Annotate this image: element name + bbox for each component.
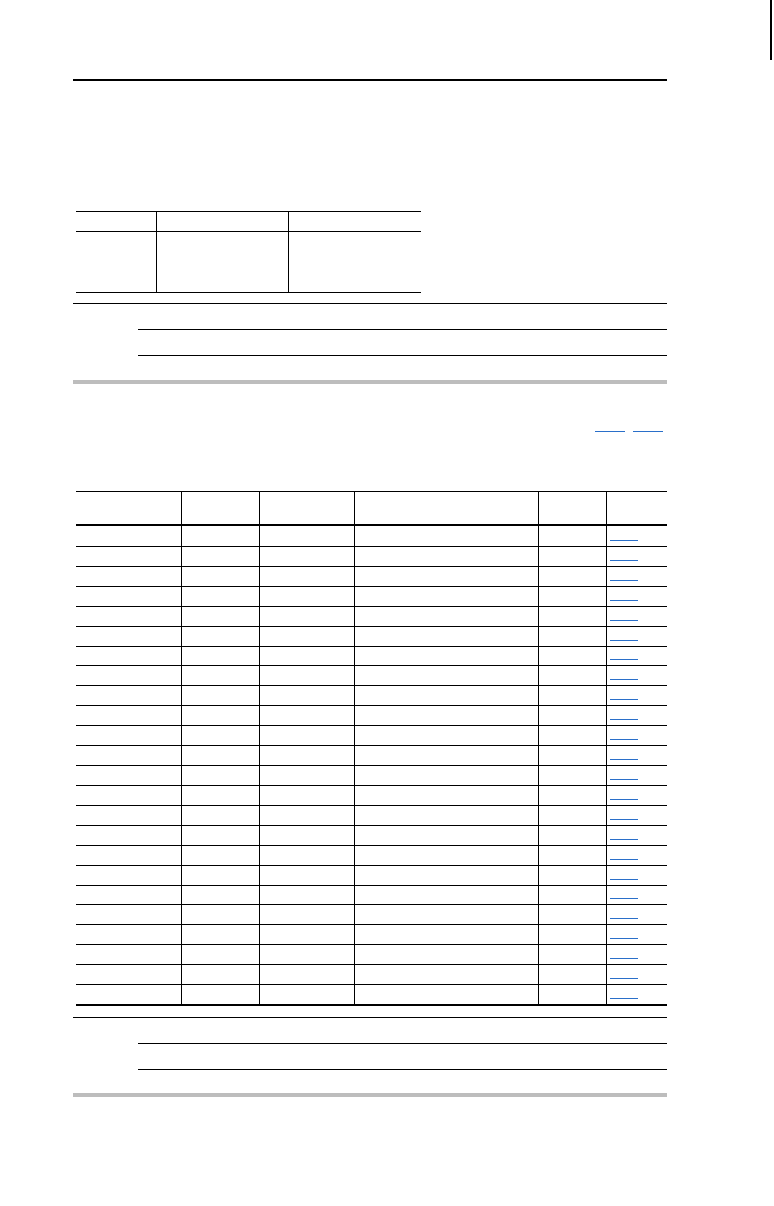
table-row-separator bbox=[76, 586, 667, 587]
table-row-separator bbox=[76, 725, 667, 726]
table-row-page-link[interactable] bbox=[610, 879, 638, 880]
table-1-bottom-rule bbox=[76, 292, 421, 293]
table-row-separator bbox=[76, 904, 667, 905]
table-row-separator bbox=[76, 685, 667, 686]
section-divider bbox=[73, 380, 667, 384]
table-row-separator bbox=[76, 765, 667, 766]
table-row-page-link[interactable] bbox=[610, 640, 638, 641]
table-row-page-link[interactable] bbox=[610, 998, 638, 999]
table-2-col-divider bbox=[538, 491, 539, 1006]
page-reference-link[interactable] bbox=[633, 431, 663, 432]
table-row-page-link[interactable] bbox=[610, 819, 638, 820]
table-row-separator bbox=[76, 924, 667, 925]
table-row-separator bbox=[76, 546, 667, 547]
table-2-col-divider bbox=[181, 491, 182, 1006]
table-row-page-link[interactable] bbox=[610, 799, 638, 800]
table-row-separator bbox=[76, 805, 667, 806]
table-2-header-rule bbox=[76, 524, 667, 526]
table-row-separator bbox=[76, 626, 667, 627]
table-row-page-link[interactable] bbox=[610, 839, 638, 840]
table-row-page-link[interactable] bbox=[610, 540, 638, 541]
table-2-col-divider bbox=[606, 491, 607, 1006]
section-2-note-rule bbox=[138, 1043, 667, 1044]
table-row-page-link[interactable] bbox=[610, 560, 638, 561]
table-row-page-link[interactable] bbox=[610, 898, 638, 899]
section-1-note-rule bbox=[73, 303, 667, 304]
table-row-separator bbox=[76, 865, 667, 866]
table-row-separator bbox=[76, 745, 667, 746]
table-row-page-link[interactable] bbox=[610, 918, 638, 919]
table-2-bottom-rule bbox=[76, 1004, 667, 1006]
section-1-note-rule bbox=[138, 329, 667, 330]
table-row-page-link[interactable] bbox=[610, 779, 638, 780]
table-row-separator bbox=[76, 646, 667, 647]
section-2-note-rule bbox=[73, 1017, 667, 1018]
table-row-page-link[interactable] bbox=[610, 600, 638, 601]
table-row-separator bbox=[76, 944, 667, 945]
table-row-page-link[interactable] bbox=[610, 759, 638, 760]
table-row-page-link[interactable] bbox=[610, 958, 638, 959]
table-2-col-divider bbox=[354, 491, 355, 1006]
table-row-page-link[interactable] bbox=[610, 739, 638, 740]
page-reference-link[interactable] bbox=[595, 431, 625, 432]
table-row-separator bbox=[76, 785, 667, 786]
table-row-page-link[interactable] bbox=[610, 699, 638, 700]
table-row-page-link[interactable] bbox=[610, 580, 638, 581]
page-edge-mark bbox=[770, 0, 772, 60]
table-row-separator bbox=[76, 606, 667, 607]
table-row-separator bbox=[76, 964, 667, 965]
table-row-page-link[interactable] bbox=[610, 719, 638, 720]
table-row-page-link[interactable] bbox=[610, 938, 638, 939]
table-1-header-rule bbox=[76, 231, 421, 232]
table-row-page-link[interactable] bbox=[610, 978, 638, 979]
table-row-separator bbox=[76, 825, 667, 826]
table-row-separator bbox=[76, 984, 667, 985]
table-row-page-link[interactable] bbox=[610, 620, 638, 621]
table-row-separator bbox=[76, 845, 667, 846]
table-row-separator bbox=[76, 665, 667, 666]
section-1-note-rule bbox=[138, 355, 667, 356]
table-row-separator bbox=[76, 705, 667, 706]
table-1-col-divider bbox=[156, 211, 157, 293]
table-row-page-link[interactable] bbox=[610, 859, 638, 860]
section-2-note-rule bbox=[138, 1069, 667, 1070]
table-1-top-rule bbox=[76, 211, 421, 212]
table-row-page-link[interactable] bbox=[610, 659, 638, 660]
table-2-col-divider bbox=[259, 491, 260, 1006]
header-rule bbox=[73, 79, 667, 81]
table-row-separator bbox=[76, 885, 667, 886]
table-row-separator bbox=[76, 566, 667, 567]
table-2-top-rule bbox=[76, 491, 667, 492]
table-1-col-divider bbox=[288, 211, 289, 293]
table-row-page-link[interactable] bbox=[610, 679, 638, 680]
section-divider bbox=[73, 1093, 667, 1097]
